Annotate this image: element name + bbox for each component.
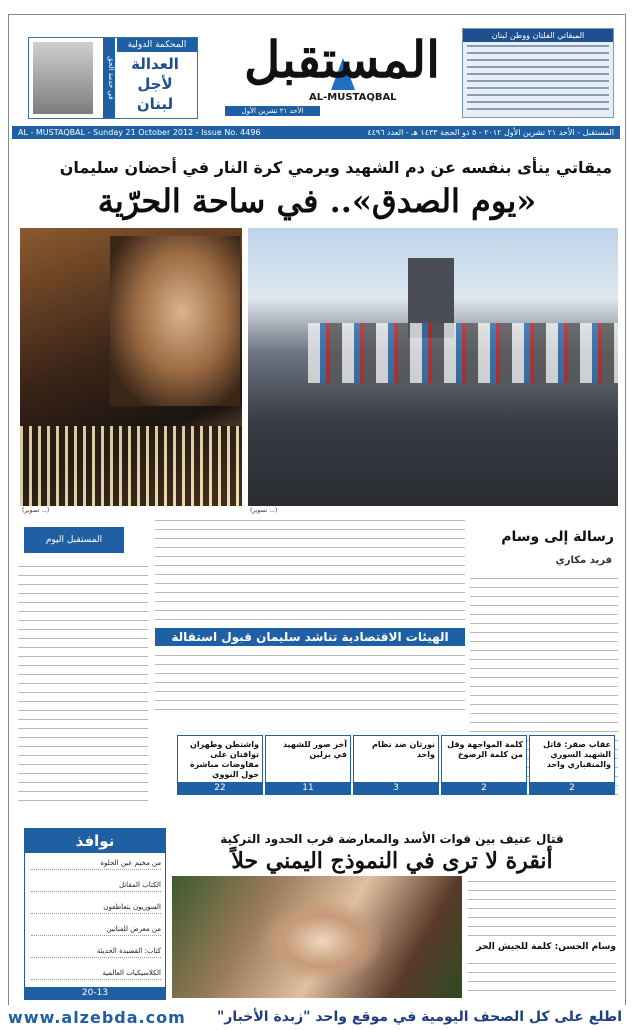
nawafedh-box: [24, 828, 166, 1000]
teaser-headline: نورثان ضد نظام واحد: [371, 740, 435, 759]
teaser-headline: عقاب صقر: قاتل الشهيد السوري والمنقباري واحد: [543, 740, 611, 769]
footer-url[interactable]: www.alzebda.com: [8, 1008, 186, 1027]
today-badge: المستقبل اليوم: [24, 527, 124, 553]
portrait-poster: [110, 236, 240, 406]
dateline-arabic: المستقبل - الأحد ٢١ تشرين الأول ٢٠١٢ - ٥ ذو الحجة ١٤٣٣ هـ - العدد ٤٤٩٦: [367, 128, 614, 137]
lead-headline: «يوم الصدق».. في ساحة الحرّية: [97, 182, 537, 220]
logo-sub: الأحد ٢١ تشرين الأول: [225, 106, 320, 116]
teaser[interactable]: [353, 735, 439, 795]
flags-crowd: [308, 323, 618, 383]
vigil-photo: [20, 228, 242, 506]
teaser-headline: كلمة المواجهة وقل من كلمة الرصوخ: [447, 740, 523, 759]
dateline-bar: [12, 126, 620, 139]
teaser[interactable]: [441, 735, 527, 795]
child-image: [262, 901, 382, 981]
top-right-box: [462, 28, 614, 118]
newspaper-logo: [205, 28, 450, 115]
rally-photo: [248, 228, 618, 506]
nawafedh-item[interactable]: السوريون يتعاطفون: [31, 903, 161, 914]
tribunal-strip: في خدمة الحق: [103, 38, 115, 118]
caption-left: (تصوير ...): [22, 507, 50, 514]
syria-kicker: قتال عنيف بين قوات الأسد والمعارضة قرب الحدود التركية: [220, 832, 564, 846]
candles: [20, 426, 242, 506]
tribunal-text: العدالة لأجل لبنان: [131, 55, 179, 113]
logo-arabic: المستقبل: [244, 30, 440, 89]
left-column-text: [18, 561, 148, 805]
lead-kicker: ميقاتي ينأى بنفسه عن دم الشهيد ويرمي كرة النار في أحضان سليمان: [59, 158, 612, 177]
teaser-page: 3: [354, 782, 438, 794]
column-author: فريد مكاري: [555, 555, 612, 566]
teaser-page: 22: [178, 782, 262, 794]
nawafedh-item[interactable]: من مخيم عين الحلوة: [31, 859, 161, 870]
center-article-text-2: [155, 650, 465, 710]
column-title: رسالة إلى وسام: [501, 529, 614, 545]
nawafedh-item[interactable]: الكلاسيكيات العالمية: [31, 969, 161, 980]
syria-text: [468, 876, 616, 938]
teaser-page: 2: [530, 782, 614, 794]
teaser[interactable]: [529, 735, 615, 795]
dateline-english: AL - MUSTAQBAL - Sunday 21 October 2012 - Issue No. 4496: [18, 128, 261, 137]
syria-headline: أنقرة لا ترى في النموذج اليمني حلاً: [231, 848, 553, 874]
center-article-text: [155, 515, 465, 623]
center-subhead: الهيئات الاقتصادية تناشد سليمان قبول استقالة: [155, 628, 465, 646]
nawafedh-item[interactable]: من معرض للفنانين: [31, 925, 161, 936]
teaser-headline: آخر صور للشهيد في برلين: [283, 740, 347, 759]
teaser-strip: [175, 735, 615, 797]
top-right-text: [467, 45, 609, 115]
footer-banner[interactable]: [0, 1005, 632, 1030]
syria-photo: [172, 876, 462, 998]
nawafedh-pages: 20-13: [25, 987, 165, 999]
syria-box-title: وسام الحسن: كلمة للجيش الحر: [476, 942, 616, 952]
nawafedh-title: نوافذ: [25, 829, 165, 853]
left-column: [18, 515, 148, 815]
tribunal-header: المحكمة الدولية: [117, 38, 197, 52]
nawafedh-item[interactable]: كتاب: القصيدة الحديثة: [31, 947, 161, 958]
portrait-image: [33, 42, 93, 114]
nawafedh-item[interactable]: الكتاب المقاتل: [31, 881, 161, 892]
caption-right: (تصوير ...): [250, 507, 278, 514]
teaser-page: 11: [266, 782, 350, 794]
top-right-title: الميقاتي الفلتان ووطن لبنان: [463, 29, 613, 42]
teaser[interactable]: [177, 735, 263, 795]
syria-text-2: [468, 958, 616, 998]
teaser[interactable]: [265, 735, 351, 795]
tribunal-box: [28, 37, 198, 119]
logo-english: AL-MUSTAQBAL: [309, 92, 397, 103]
teaser-page: 2: [442, 782, 526, 794]
footer-ad[interactable]: اطلع على كل الصحف اليومية في موقع واحد "زبدة الأخبار": [216, 1009, 622, 1025]
teaser-headline: واشنطن وطهران تواقتان على مفاوضات مباشرة حول النووي: [189, 740, 259, 779]
